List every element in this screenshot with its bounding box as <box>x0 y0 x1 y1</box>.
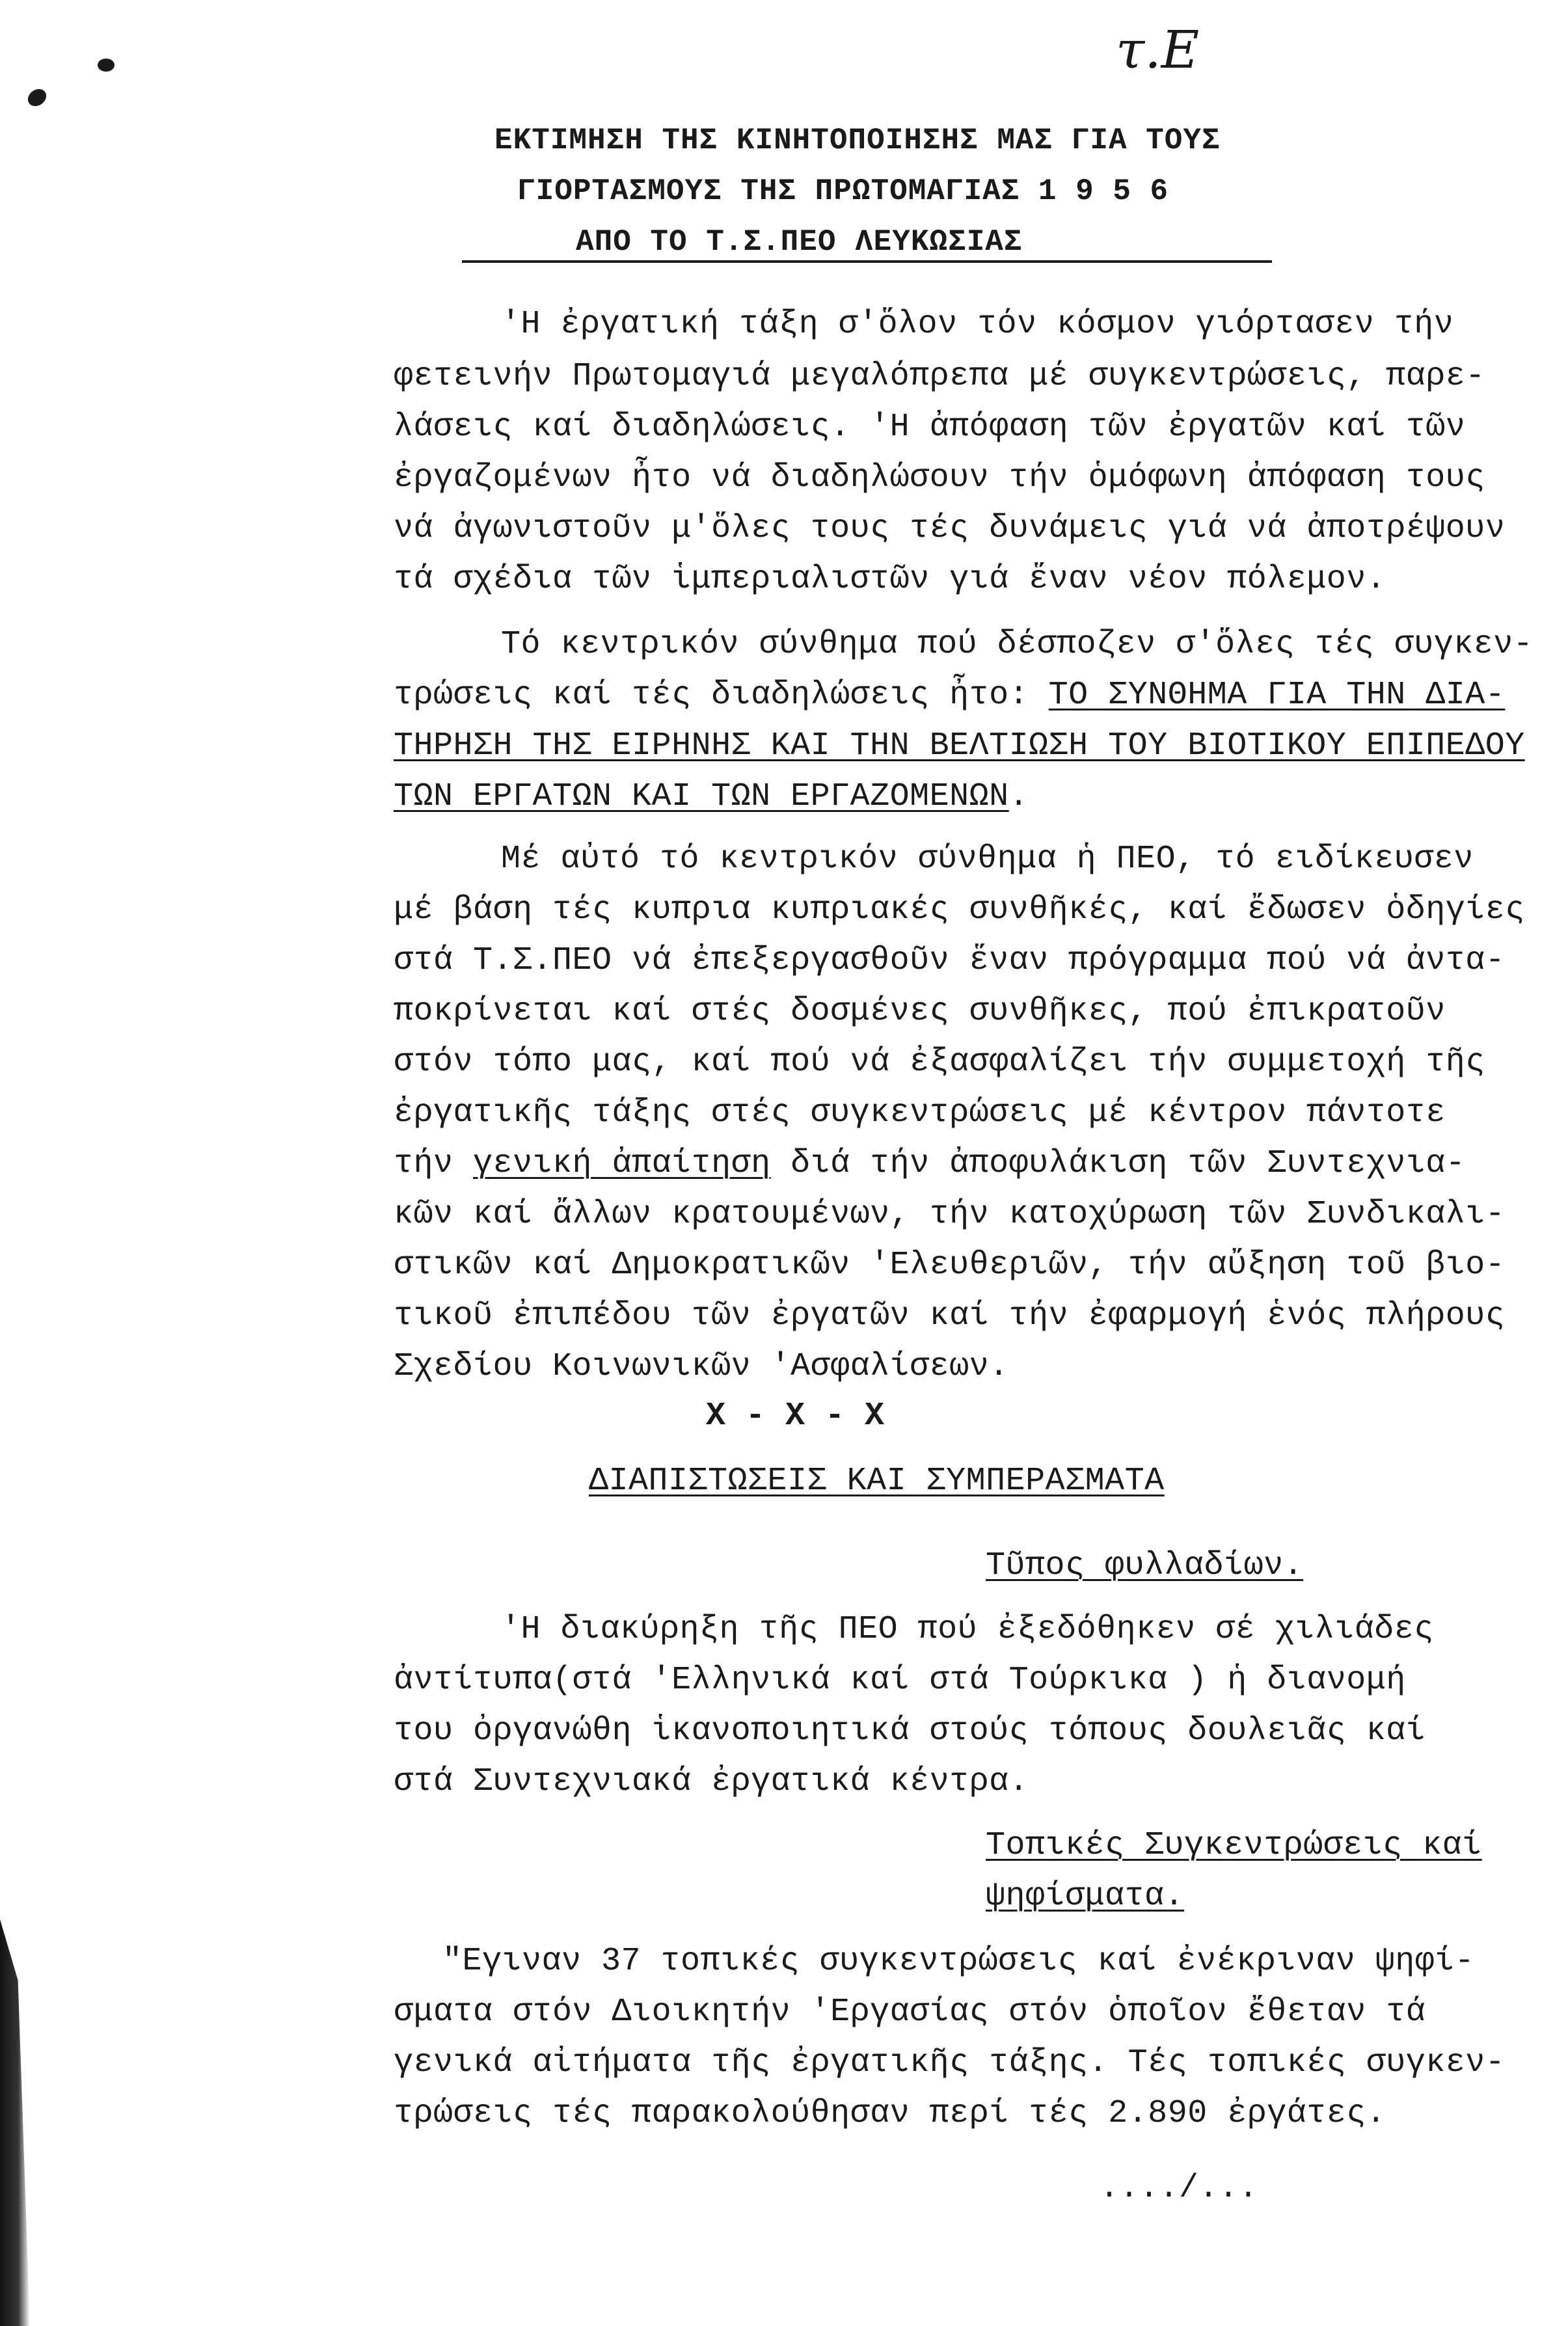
para3-line: στά Τ.Σ.ΠΕΟ νά ἐπεξεργασθοῦν ἕναν πρόγραμμα πού νά ἀντα- <box>394 942 1506 979</box>
para1-line: φετεινήν Πρωτομαγιά μεγαλόπρεπα μέ συγκεντρώσεις, παρε- <box>394 358 1485 395</box>
scan-shadow-left-edge <box>0 1919 30 2326</box>
scan-speck-top-left <box>25 86 49 110</box>
para3-line: ἐργατικῆς τάξης στές συγκεντρώσεις μέ κέντρον πάντοτε <box>394 1094 1446 1131</box>
title-line-1: ΕΚΤΙΜΗΣΗ ΤΗΣ ΚΙΝΗΤΟΠΟΙΗΣΗΣ ΜΑΣ ΓΙΑ ΤΟΥΣ <box>494 124 1221 157</box>
para2-line-1: Τό κεντρικόν σύνθημα πού δέσποζεν σ'ὅλες τές συγκεν- <box>501 626 1534 663</box>
para5-line: "Εγιναν 37 τοπικές συγκεντρώσεις καί ἐνέκριναν ψηφί- <box>442 1943 1475 1980</box>
title-line-2: ΓΙΟΡΤΑΣΜΟΥΣ ΤΗΣ ΠΡΩΤΟΜΑΓΙΑΣ 1 9 5 6 <box>517 174 1169 208</box>
para2-line-2 <box>394 677 1505 714</box>
para5-line: τρώσεις τές παρακολούθησαν περί τές 2.890 ἐργάτες. <box>394 2095 1386 2132</box>
continuation-mark: ..../... <box>1100 2170 1259 2207</box>
subheading-local-rallies: Τοπικές Συγκεντρώσεις καί <box>986 1827 1482 1864</box>
scan-speck-top-left-2 <box>98 59 115 72</box>
section-separator: X - X - X <box>706 1398 885 1435</box>
para2-line-4 <box>394 778 1029 815</box>
para1-line: τά σχέδια τῶν ἱμπεριαλιστῶν γιά ἕναν νέον πόλεμον. <box>394 561 1386 598</box>
para2-line-2-text: τρώσεις καί τές διαδηλώσεις ἦτο: <box>394 677 1049 714</box>
para4-line: 'Η διακύρηξη τῆς ΠΕΟ πού ἐξεδόθηκεν σέ χιλιάδες <box>501 1611 1434 1648</box>
subheading-leaflets: Τῦπος φυλλαδίων. <box>986 1547 1304 1584</box>
section-heading: ΔΙΑΠΙΣΤΩΣΕΙΣ ΚΑΙ ΣΥΜΠΕΡΑΣΜΑΤΑ <box>589 1463 1165 1500</box>
slogan-part-2: ΤΗΡΗΣΗ ΤΗΣ ΕΙΡΗΝΗΣ ΚΑΙ ΤΗΝ ΒΕΛΤΙΩΣΗ ΤΟΥ ΒΙΟΤΙΚΟΥ ΕΠΙΠΕΔΟΥ <box>394 727 1525 764</box>
slogan-part-3: ΤΩΝ ΕΡΓΑΤΩΝ ΚΑΙ ΤΩΝ ΕΡΓΑΖΟΜΕΝΩΝ <box>394 778 1009 815</box>
para1-line: λάσεις καί διαδηλώσεις. 'Η ἀπόφαση τῶν ἐργατῶν καί τῶν <box>394 409 1466 446</box>
para3-line: Μέ αὐτό τό κεντρικόν σύνθημα ἡ ΠΕΟ, τό ειδίκευσεν <box>501 841 1474 878</box>
para3-line-7 <box>394 1145 1465 1182</box>
para4-line: ἀντίτυπα(στά 'Ελληνικά καί στά Τούρκικα ) ἡ διανομή <box>394 1662 1406 1699</box>
para4-line: στά Συντεχνιακά ἐργατικά κέντρα. <box>394 1763 1029 1800</box>
para1-line: 'Η ἐργατική τάξη σ'ὅλον τόν κόσμον γιόρτασεν τήν <box>501 306 1454 343</box>
subheading-resolutions: ψηφίσματα. <box>986 1878 1185 1915</box>
para3-line: στόν τόπο μας, καί πού νά ἐξασφαλίζει τήν συμμετοχή τῆς <box>394 1044 1485 1081</box>
slogan-part-1: ΤΟ ΣΥΝΘΗΜΑ ΓΙΑ ΤΗΝ ΔΙΑ- <box>1048 677 1506 714</box>
para2-line-4-tail: . <box>1008 778 1029 815</box>
para4-line: του ὀργανώθη ἱκανοποιητικά στούς τόπους δουλειᾶς καί <box>394 1712 1426 1750</box>
para3-line: κῶν καί ἄλλων κρατουμένων, τήν κατοχύρωση τῶν Συνδικαλι- <box>394 1196 1506 1233</box>
para1-line: ἐργαζομένων ἦτο νά διαδηλώσουν τήν ὁμόφωνη ἀπόφαση τους <box>394 459 1485 496</box>
para3-line-7-pre: τήν <box>394 1145 474 1182</box>
para3-line: Σχεδίου Κοινωνικῶν 'Ασφαλίσεων. <box>394 1348 1009 1385</box>
para5-line: γενικά αἰτήματα τῆς ἐργατικῆς τάξης. Τές τοπικές συγκεν- <box>394 2044 1506 2081</box>
title-line-3: ΑΠΟ ΤΟ Τ.Σ.ΠΕΟ ΛΕΥΚΩΣΙΑΣ <box>576 225 1023 259</box>
para5-line: σματα στόν Διοικητήν 'Εργασίας στόν ὁποῖον ἔθεταν τά <box>394 1994 1426 2031</box>
para3-line-7-post: διά τήν ἀποφυλάκιση τῶν Συντεχνια- <box>770 1145 1466 1182</box>
para3-line: ποκρίνεται καί στές δοσμένες συνθῆκες, πού ἐπικρατοῦν <box>394 993 1446 1030</box>
para1-line: νά ἀγωνιστοῦν μ'ὅλες τους τές δυνάμεις γιά νά ἀποτρέψουν <box>394 510 1506 547</box>
title-underline <box>462 260 1272 263</box>
general-demand-phrase: γενική ἀπαίτηση <box>473 1145 771 1182</box>
handwritten-mark: τ.Ε <box>1116 20 1200 80</box>
para3-line: τικοῦ ἐπιπέδου τῶν ἐργατῶν καί τήν ἐφαρμογή ἑνός πλήρους <box>394 1297 1506 1334</box>
para3-line: στικῶν καί Δημοκρατικῶν 'Ελευθεριῶν, τήν αὔξηση τοῦ βιο- <box>394 1247 1506 1284</box>
para3-line: μέ βάση τές κυπρια κυπριακές συνθῆκές, καί ἔδωσεν ὁδηγίες <box>394 891 1525 928</box>
